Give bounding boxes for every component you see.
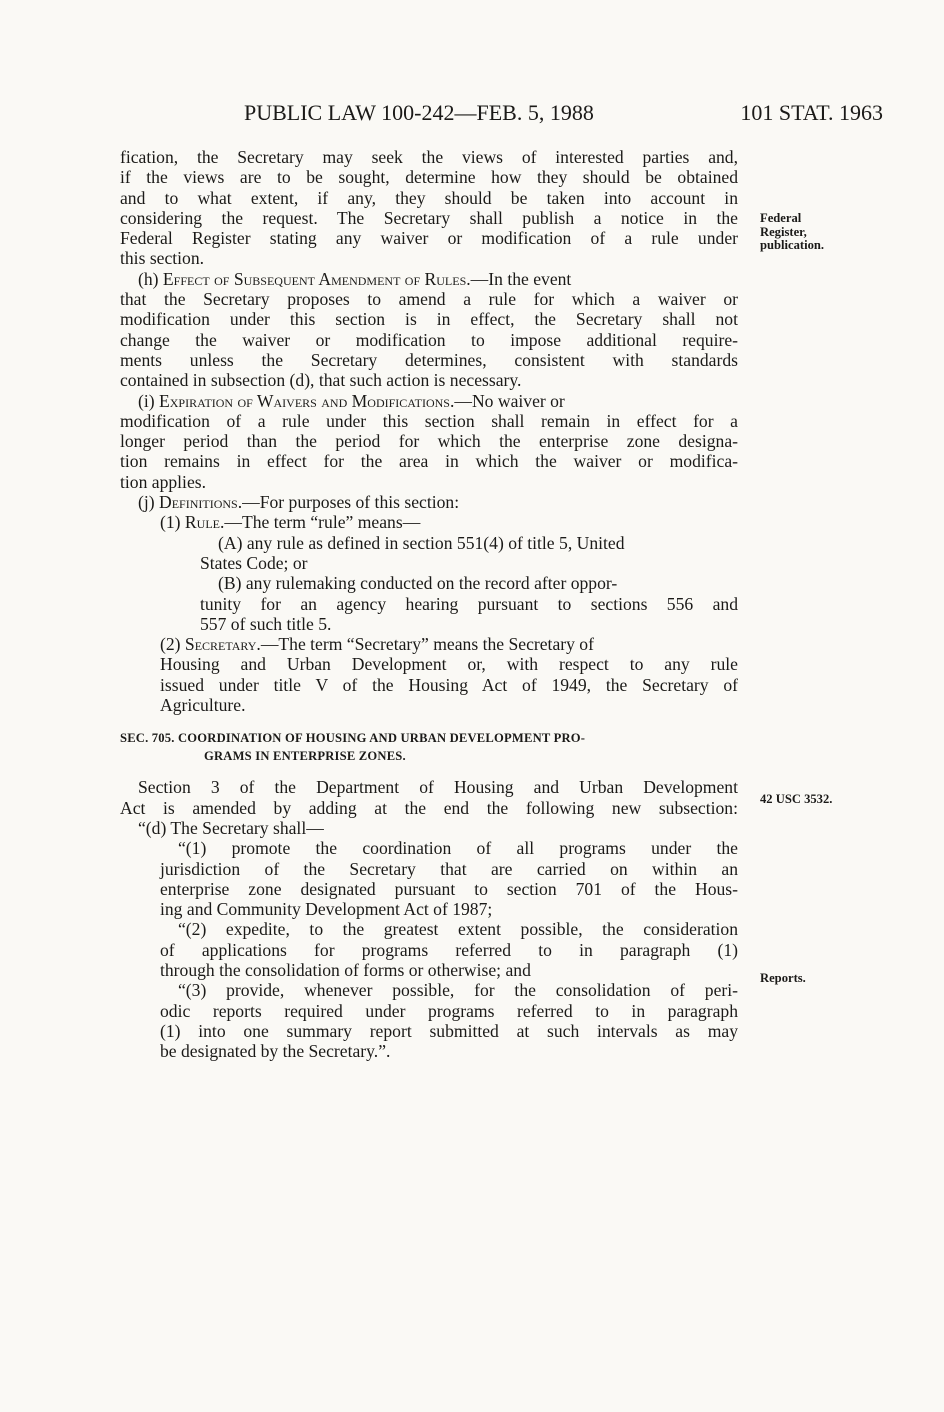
paragraph-j2: (2) Secretary.—The term “Secretary” means the Secretary of (160, 634, 594, 655)
subparagraph-a: (A) any rule as defined in section 551(4) of title 5, United (218, 532, 625, 553)
body-text (120, 147, 738, 1061)
subsection-j: (j) Definitions.—For purposes of this section: (1) Rule.—The term “rule” means— (A) any rule as defined in section 551(4) of title 5, United States Code; or (B) any rulemaking conducted on the record after oppor- tunity for an agency hearing pursuant to sections 556 and 557 of such title 5. (2) Secretary.—The term “Secretary” means the Secretary of Housing and Urban Development or, with respect to any rule issued under title V of the Housing Act of 1949, the Secretary of Agriculture. (120, 492, 738, 715)
paragraph-d2: “(2) expedite, to the greatest extent possible, the consideration (178, 919, 738, 940)
running-header (120, 99, 883, 127)
paragraph-d1: “(1) promote the coordination of all programs under the (178, 838, 738, 859)
statute-page-number: 101 STAT. 1963 (740, 100, 883, 125)
subsection-h-heading: Effect of Subsequent Amendment of Rules. (162, 268, 471, 289)
subsection-d-intro: “(d) The Secretary shall— (138, 817, 324, 838)
subsection-i-heading: Expiration of Waivers and Modifications. (159, 390, 455, 411)
public-law-title: PUBLIC LAW 100-242—FEB. 5, 1988 (244, 100, 594, 125)
subparagraph-b: (B) any rulemaking conducted on the record after oppor- (218, 573, 618, 594)
section-705-body: Section 3 of the Department of Housing and Urban Development Act is amended by adding at the end the following new subsection: “(d) The Secretary shall— “(1) promote the coordination of all programs under the jurisdiction of the Secretary that are carried on within an enterprise zone designated pursuant to section 701 of the Hous- ing and Community Development Act of 1987; “(2) expedite, to the greatest extent possible, the consideration of applications for programs referred to in paragraph (1) through the consolidation of forms or otherwise; and “(3) provide, whenever possible, for the consolidation of peri- odic reports required under programs referred to in paragraph (1) into one summary report submitted at such intervals as may be designated by the Secretary.”. (120, 777, 738, 1062)
margin-note-usc: 42 USC 3532. (760, 792, 833, 806)
section-705-heading: SEC. 705. COORDINATION OF HOUSING AND URBAN DEVELOPMENT PRO- GRAMS IN ENTERPRISE ZONES. (120, 731, 586, 764)
margin-note-federal-register: Federal Register, publication. (760, 211, 825, 252)
subsection-i: (i) Expiration of Waivers and Modifications.—No waiver or modification of a rule under this section shall remain in effect for a longer period than the period for which the enterprise zone designa- tion remains in effect for the area in which the waiver or modifica- tion applies. (120, 390, 738, 492)
margin-note-reports: Reports. (760, 971, 806, 985)
subsection-g-continuation: fication, the Secretary may seek the views of interested parties and, if the views are to be sought, determine how they should be obtained and to what extent, if any, they should be taken into account in considering the request. The Secretary shall publish a notice in the Federal Register stating any waiver or modification of a rule under this section. (120, 147, 738, 269)
subsection-h: (h) Effect of Subsequent Amendment of Rules.—In the event that the Secretary proposes to amend a rule for which a waiver or modification under this section is in effect, the Secretary shall not change the waiver or modification to impose additional require- ments unless the Secretary determines, consistent with standards contained in subsection (d), that such action is necessary. (120, 268, 738, 391)
subsection-j-heading: Definitions. (159, 492, 243, 513)
paragraph-j1: (1) Rule.—The term “rule” means— (160, 512, 421, 533)
paragraph-d3: “(3) provide, whenever possible, for the consolidation of peri- (178, 980, 738, 1001)
